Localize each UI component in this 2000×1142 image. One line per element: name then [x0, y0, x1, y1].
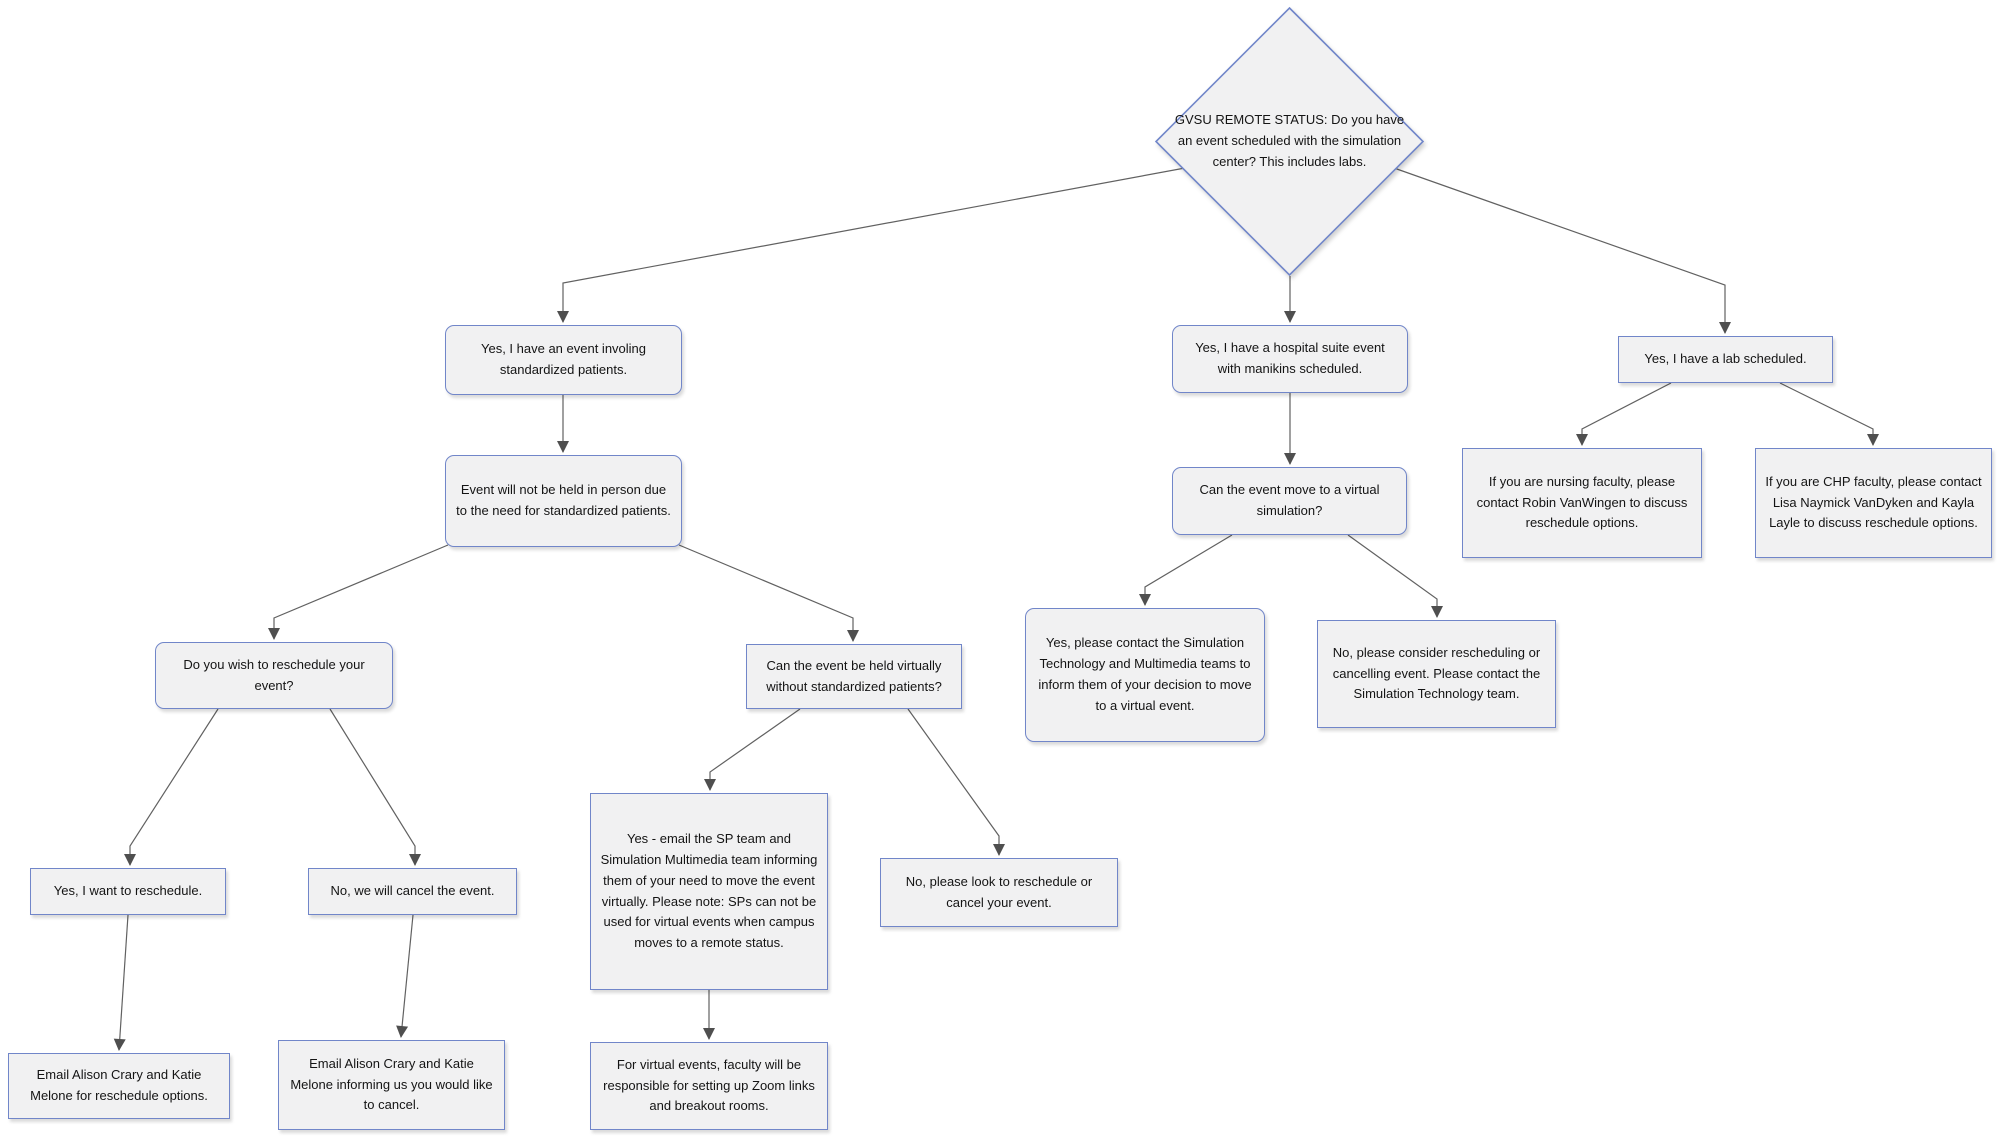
node-not-in-person: Event will not be held in person due to the need for standardized patients. — [445, 455, 682, 547]
edge-not-in-person-to-held-virtually — [679, 545, 853, 641]
edge-held-virtually-to-email-sp-team — [710, 709, 800, 790]
node-wish-reschedule: Do you wish to reschedule your event? — [155, 642, 393, 709]
edge-lab-event-to-nursing-faculty — [1582, 383, 1671, 445]
node-consider-reschedule: No, please consider rescheduling or cancelling event. Please contact the Simulation Technology team. — [1317, 620, 1556, 728]
node-chp-faculty: If you are CHP faculty, please contact Lisa Naymick VanDyken and Kayla Layle to discuss reschedule options. — [1755, 448, 1992, 558]
node-sp-event: Yes, I have an event involing standardized patients. — [445, 325, 682, 395]
node-will-cancel: No, we will cancel the event. — [308, 868, 517, 915]
node-virtual-sim: Can the event move to a virtual simulation? — [1172, 467, 1407, 535]
node-email-cancel: Email Alison Crary and Katie Melone informing us you would like to cancel. — [278, 1040, 505, 1130]
node-held-virtually: Can the event be held virtually without standardized patients? — [746, 644, 962, 709]
edge-virtual-sim-to-consider-reschedule — [1348, 535, 1437, 617]
edge-will-cancel-to-email-cancel — [401, 915, 413, 1037]
node-email-reschedule: Email Alison Crary and Katie Melone for reschedule options. — [8, 1053, 230, 1119]
edge-virtual-sim-to-contact-simtech — [1145, 535, 1232, 605]
edge-held-virtually-to-look-reschedule — [908, 709, 999, 855]
edge-start-to-sp-event — [563, 168, 1185, 322]
edge-want-reschedule-to-email-reschedule — [119, 915, 128, 1050]
node-hospital-event: Yes, I have a hospital suite event with manikins scheduled. — [1172, 325, 1408, 393]
node-nursing-faculty: If you are nursing faculty, please contact Robin VanWingen to discuss reschedule options. — [1462, 448, 1702, 558]
node-start: GVSU REMOTE STATUS: Do you have an event scheduled with the simulation center? This includes labs. — [1174, 112, 1405, 169]
node-want-reschedule: Yes, I want to reschedule. — [30, 868, 226, 915]
edge-wish-reschedule-to-will-cancel — [330, 709, 415, 865]
edge-start-to-lab-event — [1394, 168, 1725, 333]
edge-not-in-person-to-wish-reschedule — [274, 545, 448, 639]
node-lab-event: Yes, I have a lab scheduled. — [1618, 336, 1833, 383]
edge-lab-event-to-chp-faculty — [1780, 383, 1873, 445]
node-contact-simtech: Yes, please contact the Simulation Technology and Multimedia teams to inform them of your decision to move to a virtual event. — [1025, 608, 1265, 742]
node-virtual-zoom: For virtual events, faculty will be responsible for setting up Zoom links and breakout rooms. — [590, 1042, 828, 1130]
node-email-sp-team: Yes - email the SP team and Simulation Multimedia team informing them of your need to move the event virtually. Please note: SPs can not be used for virtual events when campus moves to a remote status. — [590, 793, 828, 990]
edge-wish-reschedule-to-want-reschedule — [130, 709, 218, 865]
node-look-reschedule: No, please look to reschedule or cancel your event. — [880, 858, 1118, 927]
